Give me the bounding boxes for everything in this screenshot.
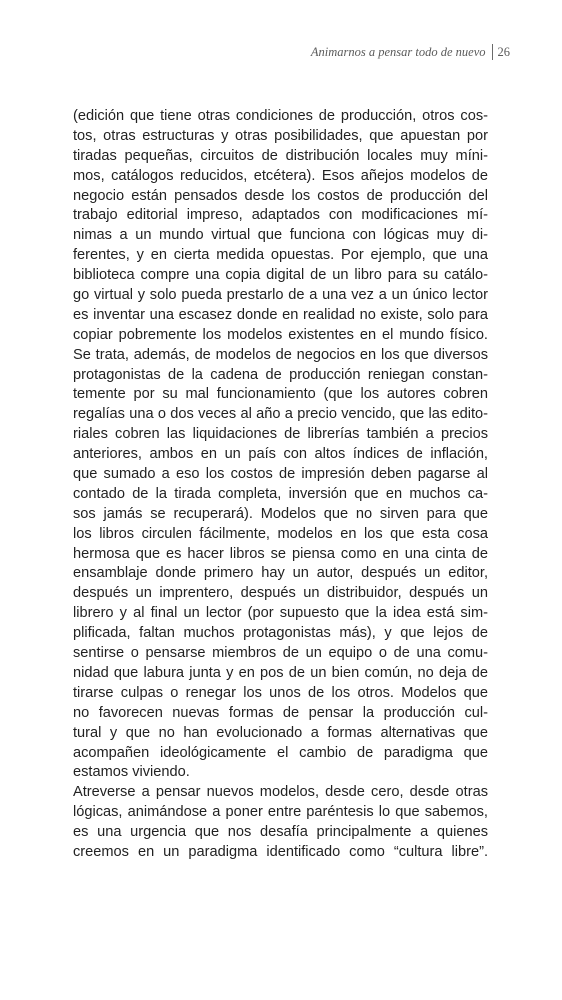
text-line: contado de la tirada completa, inversión que en muchos ca- (73, 485, 488, 502)
text-line: copiar pobremente los modelos existentes en el mundo físico. (73, 326, 488, 343)
text-line: que sumado a eso los costos de impresión deben pagarse al (73, 466, 488, 483)
text-line: mos, catálogos reducidos, etcétera). Esos añejos modelos de (73, 167, 488, 184)
text-line: es una urgencia que nos desafía principalmente a quienes (73, 824, 488, 841)
text-line: regalías una o dos veces al año a precio vencido, que las edito- (73, 406, 488, 423)
text-line: creemos en un paradigma identificado como “cultura libre”. (73, 843, 488, 860)
body-text (73, 107, 488, 863)
text-line: Se trata, además, de modelos de negocios en los que diversos (73, 346, 488, 363)
text-line: biblioteca compre una copia digital de un libro para su catálo- (73, 267, 488, 284)
text-line: tos, otras estructuras y otras posibilidades, que apuestan por (73, 127, 488, 144)
page-number: 26 (497, 44, 510, 59)
text-line: los libros circulen fácilmente, modelos en los que esta cosa (73, 525, 488, 542)
running-header (311, 44, 510, 60)
text-line: hermosa que es hacer libros se piensa como en una cinta de (73, 545, 488, 562)
text-line: temente por su mal funcionamiento (que los autores cobren (73, 386, 488, 403)
text-line: (edición que tiene otras condiciones de producción, otros cos- (73, 108, 488, 124)
text-line: nimas a un mundo virtual que funciona con lógicas muy di- (73, 227, 488, 244)
text-line: Atreverse a pensar nuevos modelos, desde cero, desde otras (73, 784, 488, 801)
text-line: negocio están pensados desde los costos de producción del (73, 187, 488, 204)
text-line: nidad que labura junta y en pos de un bien común, no deja de (73, 664, 488, 681)
text-line: trabajo editorial impreso, adaptados con modificaciones mí- (73, 207, 488, 224)
text-line: protagonistas de la cadena de producción reniegan constan- (73, 366, 488, 383)
text-line: sentirse o pensarse miembros de un equipo o de una comu- (73, 645, 488, 662)
text-line: librero y al final un lector (por supuesto que la idea está sim- (73, 605, 488, 622)
text-line: tirarse culpas o renegar los unos de los otros. Modelos que (73, 684, 488, 701)
text-line: riales cobren las liquidaciones de librerías también a precios (73, 426, 488, 443)
text-line: tural y que no han evolucionado a formas alternativas que (73, 724, 488, 741)
text-line: estamos viviendo. (73, 764, 190, 781)
text-line: anteriores, ambos en un país con altos índices de inflación, (73, 446, 488, 463)
text-line: después un imprentero, después un distribuidor, después un (73, 585, 488, 602)
text-line: sos jamás se recuperará). Modelos que no sirven para que (73, 505, 488, 522)
text-line: ferentes, y en cierta medida opuestas. Por ejemplo, que una (73, 247, 488, 264)
text-line: acompañen ideológicamente el cambio de paradigma que (73, 744, 488, 761)
text-line: go virtual y solo pueda prestarlo de a una vez a un único lector (73, 287, 488, 304)
text-line: plificada, faltan muchos protagonistas más), y que lejos de (73, 625, 488, 642)
text-line: es inventar una escasez donde en realidad no existe, solo para (73, 306, 488, 323)
text-line: no favorecen nuevas formas de pensar la producción cul- (73, 704, 488, 721)
text-line: lógicas, animándose a poner entre paréntesis lo que sabemos, (73, 804, 488, 821)
running-title: Animarnos a pensar todo de nuevo (310, 44, 486, 59)
text-line: ensamblaje donde primero hay un autor, después un editor, (73, 565, 488, 582)
header-separator (492, 44, 493, 60)
text-line: tiradas pequeñas, circuitos de distribución locales muy míni- (73, 147, 488, 164)
